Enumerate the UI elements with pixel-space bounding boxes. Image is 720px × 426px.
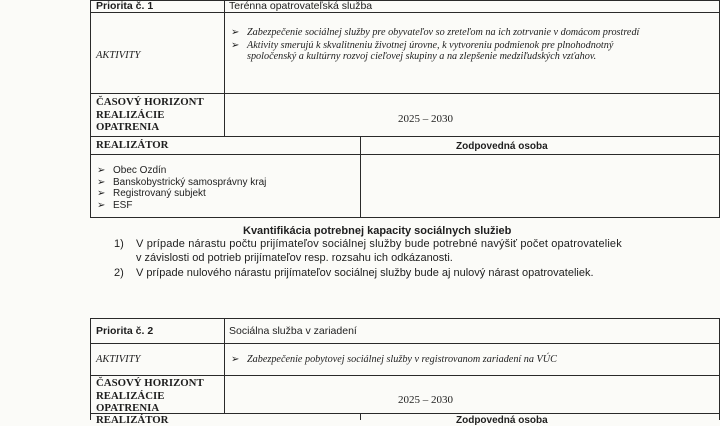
priority-1-value: Terénna opatrovateľská služba [229, 0, 373, 12]
arrow-bullet-icon: ➢ [97, 188, 106, 199]
horizon-value: 2025 – 2030 [398, 394, 453, 406]
horizon-label: ČASOVÝ HORIZONT REALIZÁCIE OPATRENIA [96, 377, 204, 414]
arrow-bullet-icon: ➢ [231, 27, 240, 38]
responsible-person-label: Zodpovedná osoba [456, 141, 548, 152]
horizon-label: ČASOVÝ HORIZONT REALIZÁCIE OPATRENIA [96, 96, 204, 133]
activities-label: AKTIVITY [96, 354, 141, 365]
realizer-item: ➢ ESF [97, 199, 133, 211]
realizer-label: REALIZÁTOR [96, 139, 169, 151]
quantification-item-line: v závislosti od potrieb prijímateľov resp. rozsahu ich odkázanosti. [136, 252, 453, 264]
realizer-list [97, 165, 347, 211]
realizer-label: REALIZÁTOR [96, 414, 169, 426]
quantification-item-line: V prípade nulového nárastu prijímateľov sociálnej služby bude aj nulový nárast opatrovateliek. [136, 267, 594, 279]
realizer-item: ➢ Registrovaný subjekt [97, 188, 206, 199]
activity-item: ➢ Aktivity smerujú k skvalitneniu životnej úrovne, k vytvoreniu podmienok pre plnohodnotný spoločenský a kultúrny rozvoj cieľovej skupiny a na zlepšenie medziľudských vzťahov. [231, 39, 614, 62]
arrow-bullet-icon: ➢ [97, 199, 106, 211]
responsible-person-label: Zodpovedná osoba [456, 415, 548, 426]
horizon-value: 2025 – 2030 [398, 113, 453, 125]
cut-off-row [91, 414, 719, 426]
realizer-item: ➢ Obec Ozdín [97, 165, 167, 176]
priority-1-label: Priorita č. 1 [96, 0, 154, 12]
priority-2-value: Sociálna služba v zariadení [229, 325, 357, 337]
arrow-bullet-icon: ➢ [231, 354, 240, 365]
priority-2-label: Priorita č. 2 [96, 325, 154, 337]
item-number: 2) [114, 267, 124, 279]
activities-list [231, 27, 651, 63]
activities-label: AKTIVITY [96, 50, 141, 61]
arrow-bullet-icon: ➢ [97, 176, 106, 188]
item-number: 1) [114, 238, 124, 250]
activities-list [231, 354, 671, 366]
arrow-bullet-icon: ➢ [231, 39, 240, 51]
activity-item: ➢ Zabezpečenie sociálnej služby pre obyvateľov so zreteľom na ich zotrvanie v domácom prostredí [231, 27, 640, 38]
realizer-item: ➢ Banskobystrický samosprávny kraj [97, 176, 267, 188]
quantification-title: Kvantifikácia potrebnej kapacity sociálnych služieb [243, 225, 512, 237]
activity-item: ➢ Zabezpečenie pobytovej sociálnej služby v registrovanom zariadení na VÚC [231, 354, 557, 365]
quantification-item-line: V prípade nárastu počtu prijímateľov sociálnej služby bude potrebné navýšiť počet opatrovateliek [136, 238, 622, 250]
arrow-bullet-icon: ➢ [97, 165, 106, 176]
